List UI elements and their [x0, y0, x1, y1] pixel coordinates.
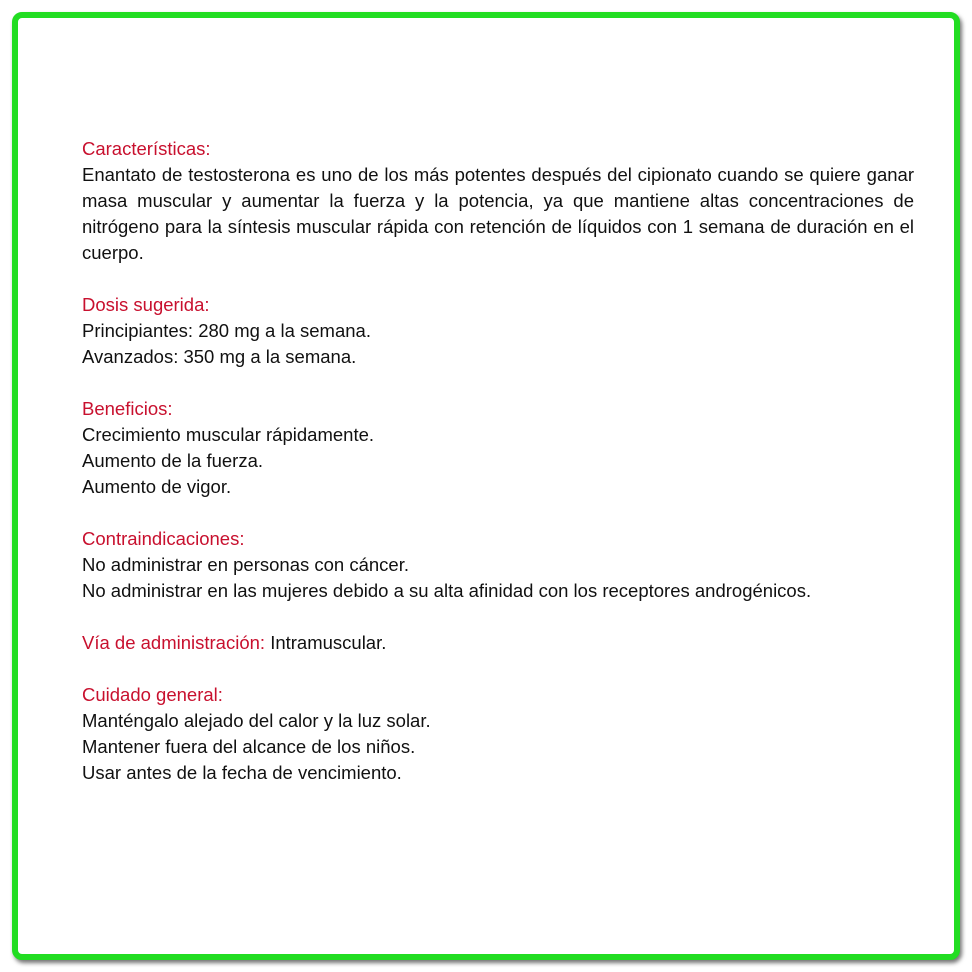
- section-caracteristicas: [82, 136, 914, 266]
- beneficio-line: Aumento de la fuerza.: [82, 450, 263, 471]
- via-value: Intramuscular.: [270, 632, 387, 653]
- section-cuidado: [82, 682, 914, 786]
- cuidado-line: Usar antes de la fecha de vencimiento.: [82, 762, 402, 783]
- contraindicacion-line: No administrar en las mujeres debido a su alta afinidad con los receptores androgénicos.: [82, 580, 812, 601]
- heading-contraindicaciones: Contraindicaciones:: [82, 528, 245, 549]
- beneficio-line: Crecimiento muscular rápidamente.: [82, 424, 375, 445]
- heading-via: Vía de administración:: [82, 632, 266, 653]
- cuidado-line: Manténgalo alejado del calor y la luz solar.: [82, 710, 431, 731]
- cuidado-line: Mantener fuera del alcance de los niños.: [82, 736, 416, 757]
- heading-caracteristicas: Características:: [82, 138, 211, 159]
- product-info-document: [82, 136, 914, 812]
- section-dosis: [82, 292, 914, 370]
- dosis-line: Avanzados: 350 mg a la semana.: [82, 346, 357, 367]
- dosis-line: Principiantes: 280 mg a la semana.: [82, 320, 371, 341]
- heading-beneficios: Beneficios:: [82, 398, 173, 419]
- section-via: [82, 630, 914, 656]
- heading-cuidado: Cuidado general:: [82, 684, 223, 705]
- contraindicacion-line: No administrar en personas con cáncer.: [82, 554, 410, 575]
- section-beneficios: [82, 396, 914, 500]
- heading-dosis: Dosis sugerida:: [82, 294, 210, 315]
- beneficio-line: Aumento de vigor.: [82, 476, 232, 497]
- caracteristicas-text: Enantato de testosterona es uno de los más potentes después del cipionato cuando se quiere ganar masa muscular y aumentar la fuerza y la potencia, ya que mantiene altas concentraciones de nitrógeno para la síntesis muscular rápida con retención de líquidos con 1 semana de duración en el cuerpo.: [82, 164, 914, 263]
- section-contraindicaciones: [82, 526, 914, 604]
